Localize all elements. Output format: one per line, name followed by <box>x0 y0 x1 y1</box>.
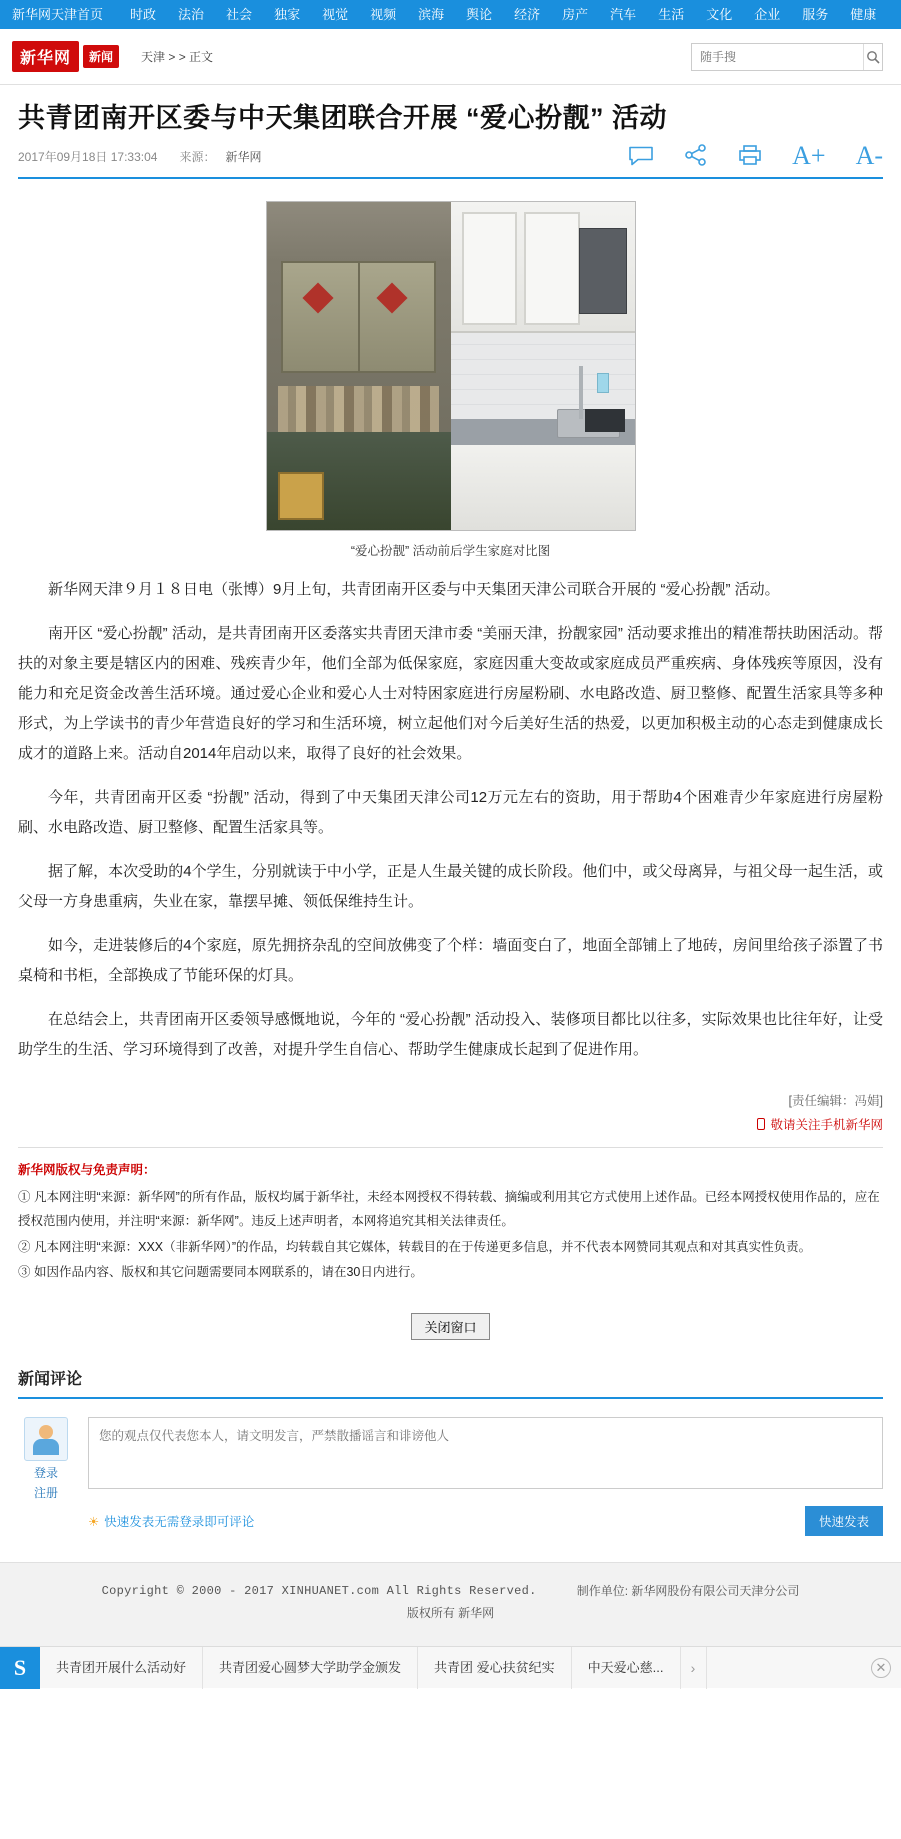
footer-producer-name: 新华网股份有限公司天津分公司 <box>631 1584 800 1599</box>
chevron-right-icon[interactable]: › <box>681 1647 707 1689</box>
ticker-item-1[interactable]: 共青团开展什么活动好 <box>40 1647 203 1689</box>
bottom-ticker-bar <box>0 1646 901 1688</box>
nav-item-12[interactable]: 生活 <box>658 7 685 22</box>
ticker-item-4[interactable]: 中天爱心慈... <box>572 1647 681 1689</box>
avatar <box>24 1417 68 1461</box>
figure-caption: “爱心扮靓” 活动前后学生家庭对比图 <box>350 544 551 559</box>
search-box[interactable] <box>691 43 883 71</box>
article-meta <box>18 141 883 179</box>
login-link[interactable]: 登录 <box>33 1466 58 1481</box>
nav-item-9[interactable]: 经济 <box>514 7 541 22</box>
nav-item-13[interactable]: 文化 <box>706 7 733 22</box>
nav-item-home[interactable]: 新华网天津首页 <box>12 7 104 22</box>
footer-producer <box>577 1581 800 1603</box>
article-header <box>0 85 901 179</box>
old-stool <box>278 472 324 520</box>
nav-item-1[interactable]: 时政 <box>130 7 157 22</box>
search-icon[interactable] <box>863 44 882 70</box>
nav-item-14[interactable]: 企业 <box>754 7 781 22</box>
copyright-disclaimer <box>18 1147 883 1291</box>
share-icon[interactable] <box>684 144 708 168</box>
before-after-kitchen-photo <box>266 201 636 531</box>
logo-news-label[interactable]: 新闻 <box>83 45 119 68</box>
publish-date: 2017年09月18日 17:33:04 <box>18 150 158 165</box>
mobile-promo[interactable] <box>18 1115 883 1133</box>
top-navigation-bar <box>0 0 901 29</box>
site-footer <box>0 1562 901 1646</box>
article-paragraph-3: 今年，共青团南开区委 “扮靓” 活动，得到了中天集团天津公司12万元左右的资助，用于帮助4个困难青少年家庭进行房屋粉刷、水电路改造、厨卫整修、配置生活家具等。 <box>18 789 883 837</box>
article-body <box>0 201 901 1536</box>
nav-item-15[interactable]: 服务 <box>802 7 829 22</box>
close-icon[interactable]: ✕ <box>871 1658 891 1678</box>
site-header <box>0 29 901 85</box>
old-cabinet <box>281 261 436 373</box>
photo-after-half <box>451 202 635 530</box>
disclaimer-item-3: ③ 如因作品内容、版权和其它问题需要同本网联系的，请在30日内进行。 <box>18 1265 423 1280</box>
nav-item-2[interactable]: 法治 <box>178 7 205 22</box>
article-paragraph-1: 新华网天津９月１８日电（张博）9月上旬，共青团南开区委与中天集团天津公司联合开展的 “爱心扮靓” 活动。 <box>48 581 780 599</box>
nav-item-6[interactable]: 视频 <box>370 7 397 22</box>
source-name: 新华网 <box>225 150 262 165</box>
nav-item-10[interactable]: 房产 <box>562 7 589 22</box>
old-clutter-shelf <box>278 386 440 438</box>
nav-item-3[interactable]: 社会 <box>226 7 253 22</box>
disclaimer-item-2: ② 凡本网注明“来源：XXX（非新华网）”的作品，均转载自其它媒体，转载目的在于传递更多信息，并不代表本网赞同其观点和对其真实性负责。 <box>18 1239 812 1254</box>
comment-input-wrap <box>88 1417 883 1536</box>
photo-before-half <box>267 202 451 530</box>
font-increase-icon[interactable]: A+ <box>792 141 826 171</box>
quick-comment-note <box>88 1512 254 1530</box>
nav-item-11[interactable]: 汽车 <box>610 7 637 22</box>
comment-avatar-column <box>18 1417 74 1501</box>
faucet <box>579 366 583 418</box>
font-decrease-icon[interactable]: A- <box>855 141 883 171</box>
disclaimer-title: 新华网版权与免责声明： <box>18 1163 156 1178</box>
submit-comment-button[interactable]: 快速发表 <box>805 1506 883 1536</box>
nav-item-8[interactable]: 舆论 <box>466 7 493 22</box>
quick-comment-label: 快速发表无需登录即可评论 <box>104 1515 255 1530</box>
nav-item-16[interactable]: 健康 <box>850 7 877 22</box>
article-paragraph-6: 在总结会上，共青团南开区委领导感慨地说，今年的 “爱心扮靓” 活动投入、装修项目都比以往多，实际效果也比往年好，让受助学生的生活、学习环境得到了改善，对提升学生自信心、帮助学生健康成长起到了促进作用。 <box>18 1011 883 1059</box>
responsible-editor: [责任编辑：冯娟] <box>788 1094 883 1109</box>
comment-footer <box>88 1506 883 1536</box>
close-window-button[interactable]: 关闭窗口 <box>411 1313 489 1340</box>
article-paragraph-4: 据了解，本次受助的4个学生，分别就读于中小学，正是人生最关键的成长阶段。他们中，或父母离异，与祖父母一起生活，或父母一方身患重病，失业在家，靠摆早摊、领低保维持生计。 <box>18 863 883 911</box>
footer-copyright: Copyright © 2000 - 2017 XINHUANET.com All Rights Reserved. <box>101 1584 537 1599</box>
stove-top <box>585 409 625 432</box>
new-lower-cabinets <box>451 445 635 530</box>
print-icon[interactable] <box>738 144 762 168</box>
comment-icon[interactable] <box>628 144 654 168</box>
article-paragraph-2: 南开区 “爱心扮靓” 活动，是共青团南开区委落实共青团天津市委 “美丽天津，扮靓家园” 活动要求推出的精准帮扶助困活动。帮扶的对象主要是辖区内的困难、残疾青少年，他们全部为低保家庭，家庭因重大变故或家庭成员严重疾病、身体残疾等原因，没有能力和充足资金改善生活环境。通过爱心企业和爱心人士对特困家庭进行房屋粉刷、水电路改造、厨卫整修、配置生活家具等多种形式，为上学读书的青少年营造良好的学习和生活环境，树立起他们对今后美好生活的热爱，以更加积极主动的心态走到健康成长成才的道路上来。活动自2014年启动以来，取得了良好的社会效果。 <box>18 625 883 763</box>
site-logo[interactable] <box>12 41 119 72</box>
logo-xinhuanet[interactable]: 新华网 <box>12 41 79 72</box>
article-paragraph-5: 如今，走进装修后的4个家庭，原先拥挤杂乱的空间放佛变了个样：墙面变白了，地面全部铺上了地砖，房间里给孩子添置了书桌椅和书柜，全部换成了节能环保的灯具。 <box>18 937 883 985</box>
sogou-logo-icon[interactable]: S <box>0 1647 40 1689</box>
article-tools <box>628 143 883 169</box>
mobile-promo-label: 敬请关注手机新华网 <box>770 1118 883 1133</box>
source-label: 来源： <box>179 150 216 165</box>
footer-rights: 版权所有 新华网 <box>406 1605 495 1620</box>
nav-item-7[interactable]: 滨海 <box>418 7 445 22</box>
disclaimer-item-1: ① 凡本网注明“来源：新华网”的所有作品，版权均属于新华社，未经本网授权不得转载、摘编或利用其它方式使用上述作品。已经本网授权使用作品的，应在授权范围内使用，并注明“来源：新华网”。违反上述声明者，本网将追究其相关法律责任。 <box>18 1190 880 1228</box>
search-input[interactable] <box>692 44 863 70</box>
comment-form <box>18 1417 883 1536</box>
comment-input[interactable] <box>88 1417 883 1489</box>
register-link[interactable]: 注册 <box>33 1486 58 1501</box>
comments-section-title: 新闻评论 <box>18 1366 883 1399</box>
ticker-item-2[interactable]: 共青团爱心圆梦大学助学金颁发 <box>203 1647 418 1689</box>
water-bottle <box>597 373 609 393</box>
range-hood <box>579 228 627 313</box>
nav-item-5[interactable]: 视觉 <box>322 7 349 22</box>
breadcrumb[interactable]: 天津 > > 正文 <box>141 50 214 64</box>
nav-item-4[interactable]: 独家 <box>274 7 301 22</box>
footer-producer-label: 制作单位: <box>576 1584 629 1599</box>
mobile-phone-icon <box>757 1118 765 1130</box>
article-figure <box>18 201 883 533</box>
page-title: 共青团南开区委与中天集团联合开展 “爱心扮靓” 活动 <box>18 103 668 133</box>
ticker-item-3[interactable]: 共青团 爱心扶贫纪实 <box>418 1647 572 1689</box>
footer-row-top <box>0 1581 901 1603</box>
lightbulb-icon: ☀ <box>88 1515 100 1530</box>
close-window-area <box>18 1313 883 1340</box>
